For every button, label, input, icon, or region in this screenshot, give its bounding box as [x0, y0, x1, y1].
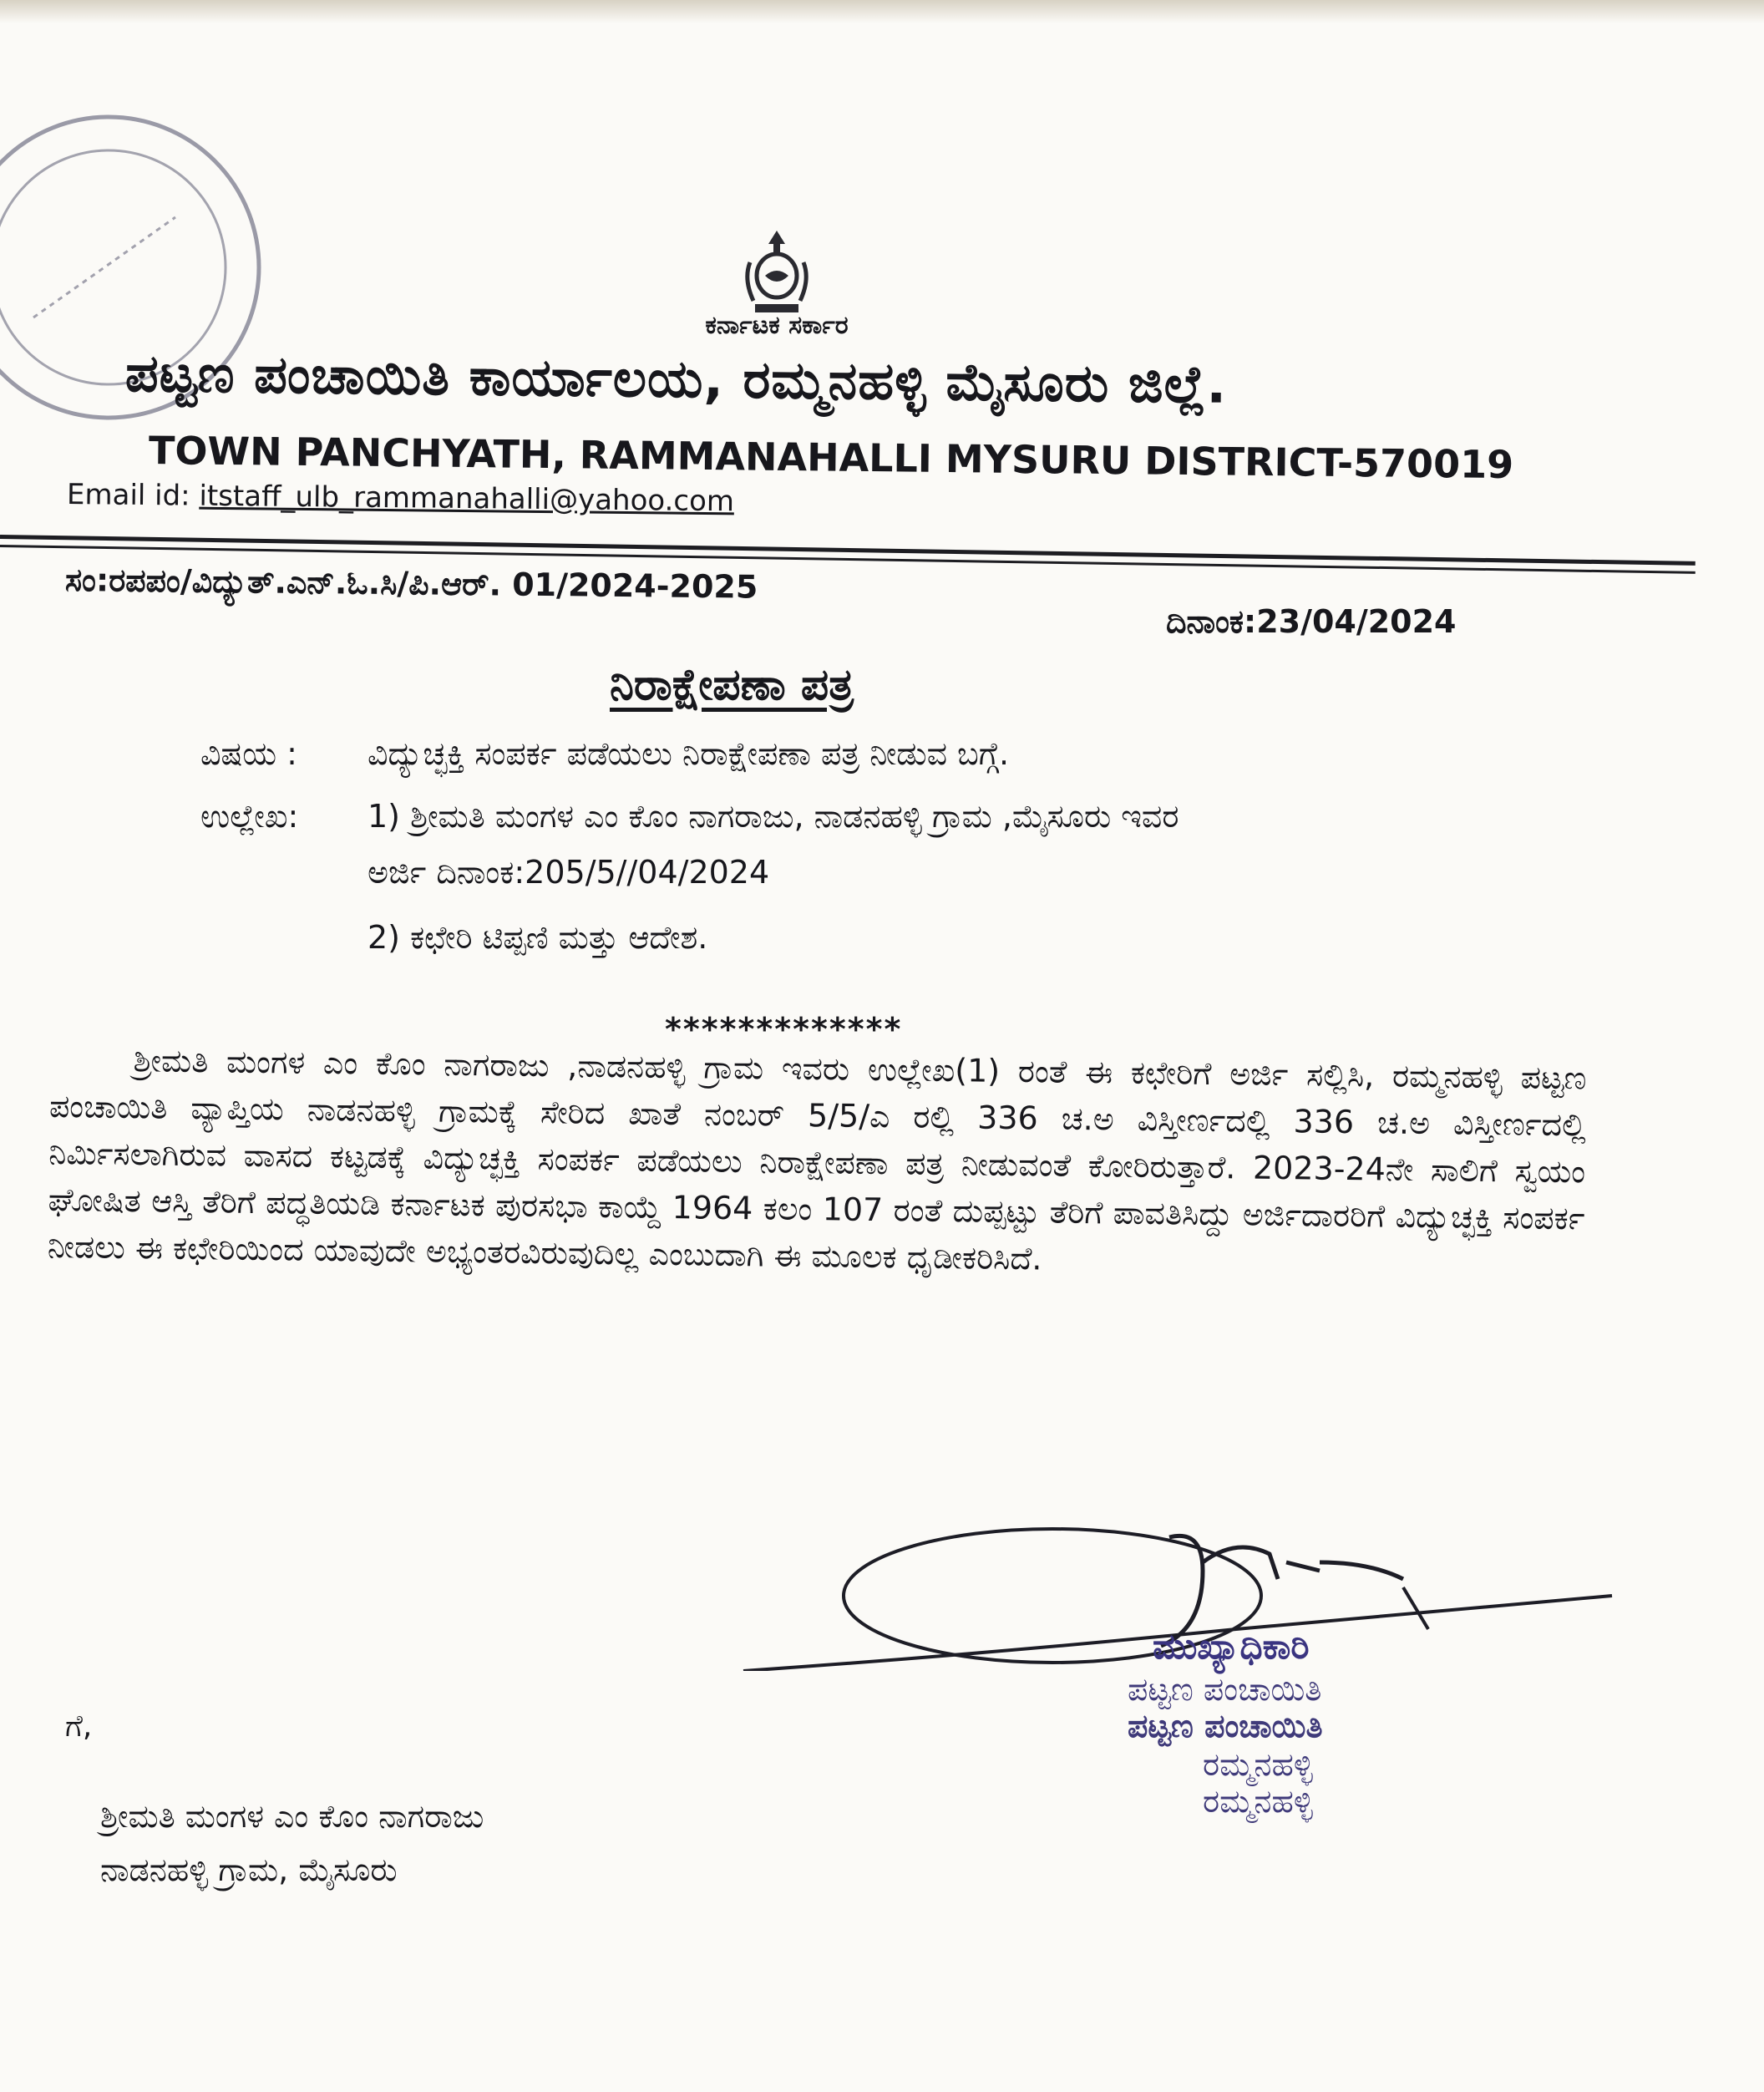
recipient-name: ಶ್ರೀಮತಿ ಮಂಗಳ ಎಂ ಕೊಂ ನಾಗರಾಜು [100, 1798, 484, 1835]
reference-item-2: 2) ಕಛೇರಿ ಟಿಪ್ಪಣಿ ಮತ್ತು ಆದೇಶ. [368, 919, 708, 956]
subject-text: ವಿದ್ಯುಚ್ಛಕ್ತಿ ಸಂಪರ್ಕ ಪಡೆಯಲು ನಿರಾಕ್ಷೇಪಣಾ ಪತ್ರ ನೀಡುವ ಬಗ್ಗೆ. [368, 735, 1010, 772]
office-name-english: TOWN PANCHYATH, RAMMANAHALLI MYSURU DISTRICT-570019 [148, 428, 1514, 488]
page-top-shadow [0, 0, 1764, 23]
stamp-line-3: ರಮ್ಮನಹಳ್ಳಿ [1203, 1746, 1313, 1783]
stamp-line-2: ಪಟ್ಟಣ ಪಂಚಾಯಿತಿ [1128, 1708, 1323, 1744]
reference-item-1-cont: ಅರ್ಜಿ ದಿನಾಂಕ:205/5//04/2024 [368, 854, 770, 891]
stamp-line-1: ಪಟ್ಟಣ ಪಂಚಾಯಿತಿ [1128, 1671, 1322, 1708]
references-label: ಉಲ್ಲೇಖ: [200, 798, 299, 835]
body-paragraph: ಶ್ರೀಮತಿ ಮಂಗಳ ಎಂ ಕೊಂ ನಾಗರಾಜು ,ನಾಡನಹಳ್ಳಿ ಗ್ರಾಮ ಇವರು ಉಲ್ಲೇಖ(1) ರಂತೆ ಈ ಕಛೇರಿಗೆ ಅರ್ಜಿ ಸಲ್ಲಿಸಿ, ರಮ್ಮನಹಳ್ಳಿ ಪಟ್ಟಣ ಪಂಚಾಯಿತಿ ವ್ಯಾಪ್ತಿಯ ನಾಡನಹಳ್ಳಿ ಗ್ರಾಮಕ್ಕೆ ಸೇರಿದ ಖಾತೆ ನಂಬರ್ 5/5/ಎ ರಲ್ಲಿ 336 ಚ.ಅ ವಿಸ್ತೀರ್ಣದಲ್ಲಿ 336 ಚ.ಅ ವಿಸ್ತೀರ್ಣದಲ್ಲಿ ನಿರ್ಮಿಸಲಾಗಿರುವ ವಾಸದ ಕಟ್ಟಡಕ್ಕೆ ವಿದ್ಯುಚ್ಛಕ್ತಿ ಸಂಪರ್ಕ ಪಡೆಯಲು ನಿರಾಕ್ಷೇಪಣಾ ಪತ್ರ ನೀಡುವಂತೆ ಕೋರಿರುತ್ತಾರೆ. 2023-24ನೇ ಸಾಲಿಗೆ ಸ್ವಯಂ ಘೋಷಿತ ಆಸ್ತಿ ತೆರಿಗೆ ಪದ್ಧತಿಯಡಿ ಕರ್ನಾಟಕ ಪುರಸಭಾ ಕಾಯ್ದೆ 1964 ಕಲಂ 107 ರಂತೆ ದುಪ್ಪಟ್ಟು ತೆರಿಗೆ ಪಾವತಿಸಿದ್ದು ಅರ್ಜಿದಾರರಿಗೆ ವಿದ್ಯುಚ್ಛಕ್ತಿ ಸಂಪರ್ಕ ನೀಡಲು ಈ ಕಛೇರಿಯಿಂದ ಯಾವುದೇ ಅಭ್ಯಂತರವಿರುವುದಿಲ್ಲ ಎಂಬುದಾಗಿ ಈ ಮೂಲಕ ಧೃಡೀಕರಿಸಿದೆ. [47, 1042, 1587, 1277]
recipient-to-label: ಗೆ, [65, 1709, 93, 1744]
signatory-title: ಮುಖ್ಯಾಧಿಕಾರಿ [1153, 1626, 1310, 1667]
office-name-kannada: ಪಟ್ಟಣ ಪಂಚಾಯಿತಿ ಕಾರ್ಯಾಲಯ, ರಮ್ಮನಹಳ್ಳಿ ಮೈಸೂರು ಜಿಲ್ಲೆ. [124, 343, 1228, 415]
separator-stars: ************* [665, 1011, 903, 1048]
email-link[interactable]: itstaff_ulb_rammanahalli@yahoo.com [199, 479, 735, 519]
stamp-line-4: ರಮ್ಮನಹಳ್ಳಿ [1203, 1783, 1313, 1820]
email-row [67, 478, 734, 518]
subject-label: ವಿಷಯ : [200, 735, 297, 772]
recipient-address: ನಾಡನಹಳ್ಳಿ ಗ್ರಾಮ, ಮೈಸೂರು [100, 1851, 398, 1888]
document-title: ನಿರಾಕ್ಷೇಪಣಾ ಪತ್ರ [610, 660, 854, 710]
reference-item-1: 1) ಶ್ರೀಮತಿ ಮಂಗಳ ಎಂ ಕೊಂ ನಾಗರಾಜು, ನಾಡನಹಳ್ಳಿ ಗ್ರಾಮ ,ಮೈಸೂರು ಇವರ [368, 798, 1179, 835]
letter-date: ದಿನಾಂಕ:23/04/2024 [1166, 603, 1457, 640]
government-name: ಕರ್ನಾಟಕ ಸರ್ಕಾರ [705, 311, 849, 340]
email-label: Email id: [66, 478, 190, 513]
reference-number: ಸಂ:ರಪಪಂ/ವಿದ್ಯುತ್.ಎನ್.ಓ.ಸಿ/ಪಿ.ಆರ್. 01/2024-2025 [64, 561, 758, 606]
